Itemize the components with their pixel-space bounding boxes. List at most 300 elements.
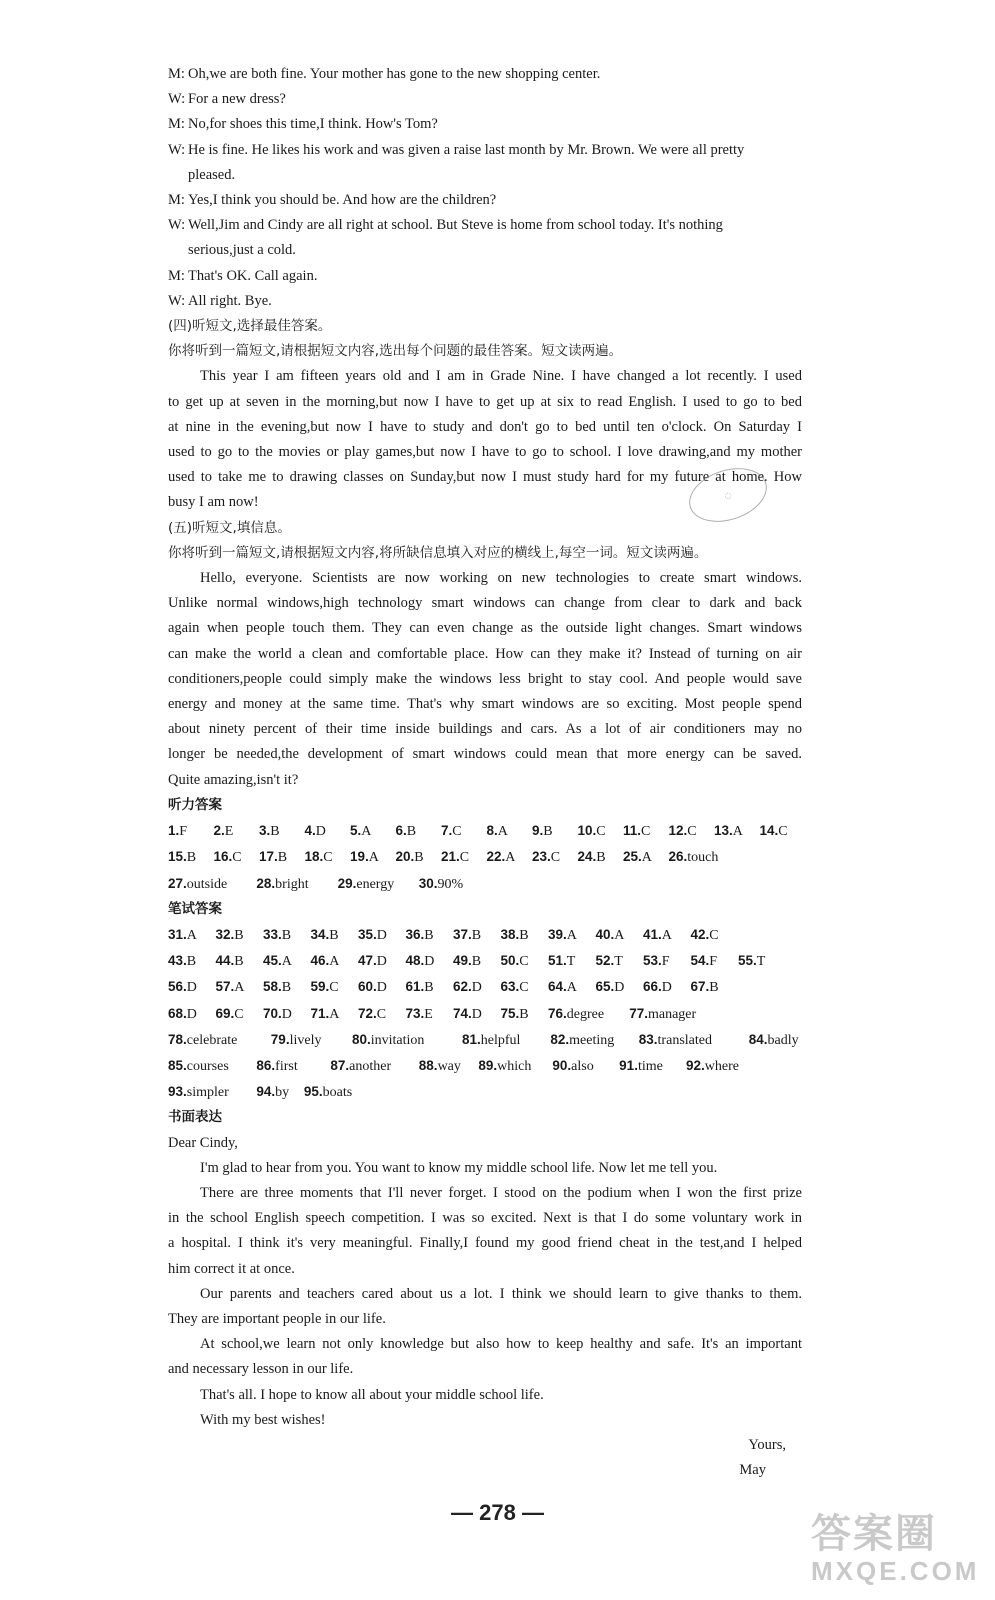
answer-value: B: [519, 1006, 529, 1022]
answer-value: B: [281, 927, 292, 943]
answer-value: A: [732, 824, 743, 840]
part4-line: This year I am fifteen years old and I am in Grade Nine. I have changed a lot recently. I used: [200, 368, 802, 385]
answer-item: [256, 1053, 330, 1079]
answer-item: [330, 1053, 418, 1079]
answer-item: [714, 818, 760, 844]
answer-number: 70.: [263, 1005, 282, 1021]
dialogue-section: [168, 62, 802, 314]
speaker-label: W:: [168, 217, 186, 234]
answer-value: courses: [186, 1058, 229, 1074]
answer-item: [738, 948, 786, 974]
answer-value: D: [315, 824, 326, 840]
dialogue-line: [168, 112, 802, 137]
answer-item: [311, 1001, 359, 1027]
speaker-label: M:: [168, 116, 185, 133]
part4-heading: (四)听短文,选择最佳答案。: [168, 318, 332, 335]
answer-item: [305, 844, 351, 870]
answer-number: 41.: [643, 926, 662, 942]
answer-item: [691, 948, 739, 974]
answer-item: [691, 922, 739, 948]
answer-value: F: [661, 954, 670, 970]
answer-item: [596, 974, 644, 1000]
letter-line: in the school English speech competition. I was so excited. Next is that I do some voluntary work in: [168, 1210, 802, 1227]
part5-line: Quite amazing,isn't it?: [168, 771, 299, 788]
answer-number: 75.: [500, 1005, 520, 1021]
answer-number: 45.: [263, 953, 282, 969]
answer-number: 67.: [690, 979, 710, 995]
answer-number: 40.: [595, 926, 615, 942]
answer-item: [311, 948, 359, 974]
answer-number: 47.: [358, 953, 377, 969]
answer-number: 7.: [441, 823, 453, 839]
letter-signature: May: [739, 1462, 766, 1479]
answer-item: [619, 1053, 686, 1079]
answer-item: [629, 1001, 717, 1027]
answer-value: meeting: [569, 1032, 615, 1048]
answer-value: C: [519, 980, 529, 996]
answer-value: time: [637, 1058, 663, 1074]
answer-number: 90.: [552, 1057, 572, 1073]
writing-heading: 书面表达: [168, 1109, 222, 1126]
answer-number: 17.: [259, 849, 278, 865]
answer-value: D: [376, 927, 387, 943]
answer-number: 21.: [441, 849, 460, 865]
answer-item: [216, 1001, 264, 1027]
answer-number: 87.: [330, 1057, 350, 1073]
answer-value: helpful: [480, 1032, 521, 1048]
answer-number: 58.: [263, 979, 282, 995]
answer-value: A: [566, 927, 577, 943]
answer-number: 22.: [486, 849, 506, 865]
dialogue-line: [168, 138, 802, 163]
answer-item: [406, 922, 454, 948]
answer-number: 8.: [486, 823, 498, 839]
answer-row: [168, 844, 802, 870]
answer-number: 38.: [500, 926, 520, 942]
answer-value: C: [232, 850, 242, 866]
answer-item: [669, 844, 743, 870]
answer-value: A: [329, 1006, 340, 1022]
dialogue-line: [168, 87, 802, 112]
letter-closing: Yours,: [748, 1436, 786, 1453]
answer-value: A: [505, 850, 516, 866]
answer-value: B: [471, 954, 482, 970]
answer-number: 20.: [395, 849, 415, 865]
answer-value: also: [571, 1058, 594, 1074]
answer-value: another: [349, 1058, 392, 1074]
answer-number: 9.: [532, 823, 544, 839]
answer-number: 72.: [358, 1005, 377, 1021]
answer-item: [501, 948, 549, 974]
answer-item: [263, 1001, 311, 1027]
answer-number: 24.: [577, 849, 597, 865]
answer-value: where: [704, 1058, 739, 1074]
answer-value: D: [471, 980, 482, 996]
part5-line: longer be needed,the development of smart windows could mean that more energy can be saved.: [168, 746, 802, 763]
answer-number: 91.: [619, 1057, 638, 1073]
letter-line: At school,we learn not only knowledge but also how to keep healthy and safe. It's an important: [200, 1336, 802, 1353]
speaker-label: W:: [168, 141, 186, 158]
part5-line: conditioners,people could simply make the windows less bright to stay cool. And people would save: [168, 670, 802, 687]
answer-value: badly: [767, 1032, 799, 1048]
written-answers: [168, 922, 802, 1105]
answer-item: [168, 1027, 271, 1053]
answer-value: A: [329, 954, 340, 970]
answer-item: [501, 1001, 549, 1027]
answer-value: T: [614, 954, 623, 970]
answer-value: which: [497, 1058, 532, 1074]
dialogue-text: pleased.: [188, 166, 236, 183]
answer-item: [304, 1079, 378, 1105]
page-content: [168, 62, 802, 1483]
answer-item: [168, 871, 256, 897]
answer-item: [263, 974, 311, 1000]
part5-instruction: 你将听到一篇短文,请根据短文内容,将所缺信息填入对应的横线上,每空一词。短文读两遍。: [168, 544, 708, 561]
answer-value: B: [234, 927, 244, 943]
part4-line: busy I am now!: [168, 494, 259, 511]
answer-number: 16.: [213, 849, 233, 865]
answer-number: 31.: [168, 926, 187, 942]
answer-item: [453, 948, 501, 974]
answer-item: [311, 922, 359, 948]
answer-value: boats: [322, 1085, 353, 1101]
answer-value: A: [361, 824, 372, 840]
speaker-label: M:: [168, 66, 185, 82]
answer-value: F: [179, 824, 188, 840]
answer-number: 86.: [256, 1057, 276, 1073]
answer-value: B: [277, 850, 288, 866]
answer-value: A: [234, 980, 245, 996]
answer-number: 54.: [690, 953, 710, 969]
answer-number: 63.: [500, 979, 520, 995]
answer-item: [406, 974, 454, 1000]
watermark-line1: 答案圈: [811, 1512, 937, 1556]
answer-value: D: [471, 1006, 482, 1022]
part5-line: about ninety percent of their time inside buildings and cars. As a lot of air conditioners may no: [168, 721, 802, 738]
answer-value: C: [709, 927, 719, 943]
answer-item: [548, 1001, 629, 1027]
answer-number: 4.: [304, 823, 316, 839]
answer-number: 59.: [310, 979, 330, 995]
answer-number: 49.: [453, 953, 472, 969]
answer-value: T: [566, 954, 576, 970]
answer-number: 83.: [638, 1031, 658, 1047]
answer-item: [548, 922, 596, 948]
answer-value: B: [270, 824, 280, 840]
letter-line: That's all. I hope to know all about your middle school life.: [200, 1386, 544, 1403]
answer-row: [168, 871, 802, 897]
answer-value: B: [471, 927, 482, 943]
dialogue-line: [168, 62, 802, 87]
answer-item: [552, 1053, 619, 1079]
dialogue-line: [168, 289, 802, 314]
answer-item: [453, 1001, 501, 1027]
answer-row: [168, 1027, 802, 1053]
answer-value: B: [186, 850, 197, 866]
answer-value: energy: [356, 876, 395, 892]
answer-number: 12.: [668, 823, 688, 839]
answer-row: [168, 974, 802, 1000]
answer-number: 62.: [453, 979, 472, 995]
answer-value: A: [186, 927, 197, 943]
answer-item: [311, 974, 359, 1000]
answer-number: 27.: [168, 875, 187, 891]
part4-line: to get up at seven in the morning,but now I have to get up at six to read English. I used to go to bed: [168, 393, 802, 410]
answer-item: [396, 818, 442, 844]
answer-number: 39.: [548, 926, 567, 942]
answer-value: C: [329, 980, 339, 996]
answer-item: [643, 974, 691, 1000]
answer-number: 33.: [263, 926, 282, 942]
part4-line: at nine in the evening,but now I have to study and don't go to bed until ten o'clock. On Saturday I: [168, 418, 802, 435]
answer-number: 94.: [256, 1084, 276, 1100]
answer-value: B: [709, 980, 719, 996]
answer-item: [358, 974, 406, 1000]
answer-item: [441, 844, 487, 870]
answer-value: B: [281, 980, 292, 996]
answer-number: 84.: [748, 1031, 768, 1047]
answer-value: B: [329, 927, 339, 943]
answer-value: degree: [566, 1006, 605, 1022]
part5-passage: [168, 566, 802, 793]
stamp-image: ◌: [682, 459, 774, 531]
answer-item: [623, 818, 669, 844]
listening-answers: [168, 818, 802, 897]
answer-value: C: [687, 824, 697, 840]
answer-number: 37.: [453, 926, 472, 942]
letter-line: Our parents and teachers cared about us a lot. I think we should learn to give thanks to them.: [200, 1285, 802, 1302]
letter-line: I'm glad to hear from you. You want to know my middle school life. Now let me tell you.: [200, 1159, 718, 1176]
answer-item: [168, 974, 216, 1000]
answer-value: B: [543, 824, 553, 840]
answer-number: 42.: [690, 926, 710, 942]
answer-item: [548, 974, 596, 1000]
answer-item: [532, 818, 578, 844]
answer-value: C: [596, 824, 606, 840]
answer-number: 79.: [270, 1031, 290, 1047]
dialogue-line: [168, 238, 802, 263]
answer-number: 26.: [668, 849, 688, 865]
answer-number: 51.: [548, 953, 567, 969]
answer-value: E: [224, 824, 234, 840]
dialogue-text: For a new dress?: [188, 91, 286, 108]
answer-item: [419, 871, 479, 897]
answer-item: [168, 844, 214, 870]
answer-item: [453, 974, 501, 1000]
part4-line: used to go to the movies or play games,but now I have to go to school. I love drawing,and my mother: [168, 444, 802, 461]
answer-value: C: [234, 1006, 244, 1022]
speaker-label: W:: [168, 292, 186, 309]
answer-row: [168, 1001, 802, 1027]
answer-value: by: [275, 1085, 290, 1101]
answer-value: lively: [289, 1032, 322, 1048]
answer-value: celebrate: [186, 1032, 238, 1048]
answer-value: 90%: [437, 876, 464, 892]
answer-number: 74.: [453, 1005, 472, 1021]
answer-value: C: [519, 954, 529, 970]
answer-number: 93.: [168, 1084, 187, 1100]
answer-number: 64.: [548, 979, 567, 995]
answer-row: [168, 818, 802, 844]
answer-item: [352, 1027, 462, 1053]
answer-value: invitation: [370, 1032, 425, 1048]
answer-item: [578, 818, 624, 844]
answer-number: 32.: [215, 926, 235, 942]
answer-item: [214, 818, 260, 844]
answer-item: [305, 818, 351, 844]
answer-value: A: [281, 954, 292, 970]
answer-number: 44.: [215, 953, 235, 969]
dialogue-line: [168, 213, 802, 238]
answer-item: [168, 1079, 256, 1105]
answer-number: 61.: [405, 979, 425, 995]
answer-number: 95.: [303, 1084, 323, 1100]
answer-item: [487, 844, 533, 870]
answer-number: 23.: [532, 849, 551, 865]
page-number: — 278 —: [451, 1500, 544, 1525]
answer-number: 76.: [548, 1005, 567, 1021]
part5-line: again when people touch them. They can even change as the outside light changes. Smart windows: [168, 620, 802, 637]
part4-instruction: 你将听到一篇短文,请根据短文内容,选出每个问题的最佳答案。短文读两遍。: [168, 343, 623, 360]
answer-value: C: [550, 850, 561, 866]
answer-value: E: [424, 1006, 433, 1022]
answer-value: C: [459, 850, 470, 866]
answer-item: [263, 922, 311, 948]
answer-value: D: [281, 1006, 292, 1022]
answer-item: [643, 948, 691, 974]
answer-item: [358, 948, 406, 974]
answer-item: [623, 844, 669, 870]
answer-number: 73.: [405, 1005, 425, 1021]
answer-value: simpler: [186, 1085, 229, 1101]
watermark-line2: MXQE.COM: [811, 1556, 980, 1586]
answer-number: 11.: [623, 823, 642, 839]
letter-line: They are important people in our life.: [168, 1310, 386, 1327]
answer-number: 53.: [643, 953, 662, 969]
answer-item: [453, 922, 501, 948]
answer-number: 3.: [259, 823, 271, 839]
answer-value: C: [323, 850, 333, 866]
answer-value: D: [661, 980, 672, 996]
answer-item: [419, 1053, 479, 1079]
answer-item: [406, 948, 454, 974]
answer-item: [358, 1001, 406, 1027]
answer-number: 88.: [418, 1057, 438, 1073]
part4-line: used to take me to drawing classes on Sunday,but now I must study hard for my future at home. How: [168, 469, 802, 486]
letter-line: There are three moments that I'll never forget. I stood on the podium when I won the first prize: [200, 1184, 802, 1201]
answer-value: B: [234, 954, 244, 970]
answer-number: 81.: [461, 1031, 481, 1047]
answer-value: F: [709, 954, 718, 970]
dialogue-text: He is fine. He likes his work and was given a raise last month by Mr. Brown. We were all pretty: [188, 141, 745, 158]
speaker-label: M:: [168, 192, 185, 209]
answer-item: [691, 974, 739, 1000]
answer-item: [214, 844, 260, 870]
answer-value: C: [376, 1006, 387, 1022]
answer-value: B: [186, 954, 197, 970]
answer-number: 46.: [310, 953, 330, 969]
answer-value: A: [368, 850, 379, 866]
answer-row: [168, 1053, 802, 1079]
answer-value: B: [406, 824, 417, 840]
answer-number: 66.: [643, 979, 662, 995]
answer-item: [487, 818, 533, 844]
dialogue-text: serious,just a cold.: [188, 242, 296, 259]
answer-value: D: [614, 980, 625, 996]
answer-item: [168, 948, 216, 974]
answer-value: B: [414, 850, 424, 866]
answer-number: 35.: [358, 926, 377, 942]
answer-item: [548, 948, 596, 974]
answer-value: manager: [647, 1006, 697, 1022]
answer-number: 36.: [405, 926, 425, 942]
answer-number: 15.: [168, 849, 187, 865]
answer-item: [532, 844, 578, 870]
answer-number: 57.: [215, 979, 235, 995]
answer-number: 60.: [358, 979, 377, 995]
answer-number: 28.: [256, 875, 276, 891]
answer-number: 71.: [310, 1005, 330, 1021]
answer-value: C: [778, 824, 788, 840]
answer-number: 48.: [405, 953, 425, 969]
dialogue-text: Oh,we are both fine. Your mother has gone to the new shopping center.: [188, 66, 601, 82]
answer-item: [168, 1001, 216, 1027]
answer-item: [263, 948, 311, 974]
answer-item: [350, 844, 396, 870]
answer-item: [596, 948, 644, 974]
dialogue-text: All right. Bye.: [188, 292, 272, 309]
answer-value: translated: [657, 1032, 712, 1048]
answer-row: [168, 1079, 802, 1105]
answer-item: [256, 871, 337, 897]
written-answers-heading: 笔试答案: [168, 900, 222, 917]
answer-value: A: [614, 927, 625, 943]
answer-item: [406, 1001, 454, 1027]
letter-body: [168, 1156, 802, 1433]
dialogue-text: Well,Jim and Cindy are all right at school. But Steve is home from school today. It's nothing: [188, 217, 723, 234]
part5-line: Hello, everyone. Scientists are now working on new technologies to create smart windows.: [200, 570, 802, 587]
listening-answers-heading: 听力答案: [168, 796, 222, 813]
answer-number: 5.: [350, 823, 362, 839]
dialogue-line: [168, 163, 802, 188]
answer-item: [478, 1053, 552, 1079]
answer-value: A: [661, 927, 672, 943]
answer-number: 18.: [304, 849, 324, 865]
letter-line: a hospital. I think it's very meaningful. Finally,I found my good friend cheat in the test,and I helped: [168, 1235, 802, 1252]
dialogue-line: [168, 188, 802, 213]
answer-number: 25.: [623, 849, 642, 865]
answer-item: [256, 1079, 304, 1105]
answer-number: 52.: [595, 953, 615, 969]
answer-value: D: [186, 1006, 197, 1022]
part5-heading: (五)听短文,填信息。: [168, 519, 291, 536]
answer-item: [271, 1027, 352, 1053]
answer-number: 69.: [215, 1005, 235, 1021]
answer-value: outside: [186, 876, 228, 892]
answer-number: 34.: [310, 926, 330, 942]
answer-number: 78.: [168, 1031, 187, 1047]
answer-number: 19.: [350, 849, 369, 865]
answer-value: D: [376, 954, 387, 970]
answer-value: A: [497, 824, 508, 840]
answer-item: [639, 1027, 749, 1053]
part5-line: energy and money at the same time. That's why smart windows are so exciting. Most people spend: [168, 696, 802, 713]
answer-number: 77.: [629, 1005, 648, 1021]
answer-row: [168, 948, 802, 974]
letter-line: him correct it at once.: [168, 1260, 295, 1277]
answer-number: 14.: [759, 823, 779, 839]
answer-value: way: [437, 1058, 461, 1074]
